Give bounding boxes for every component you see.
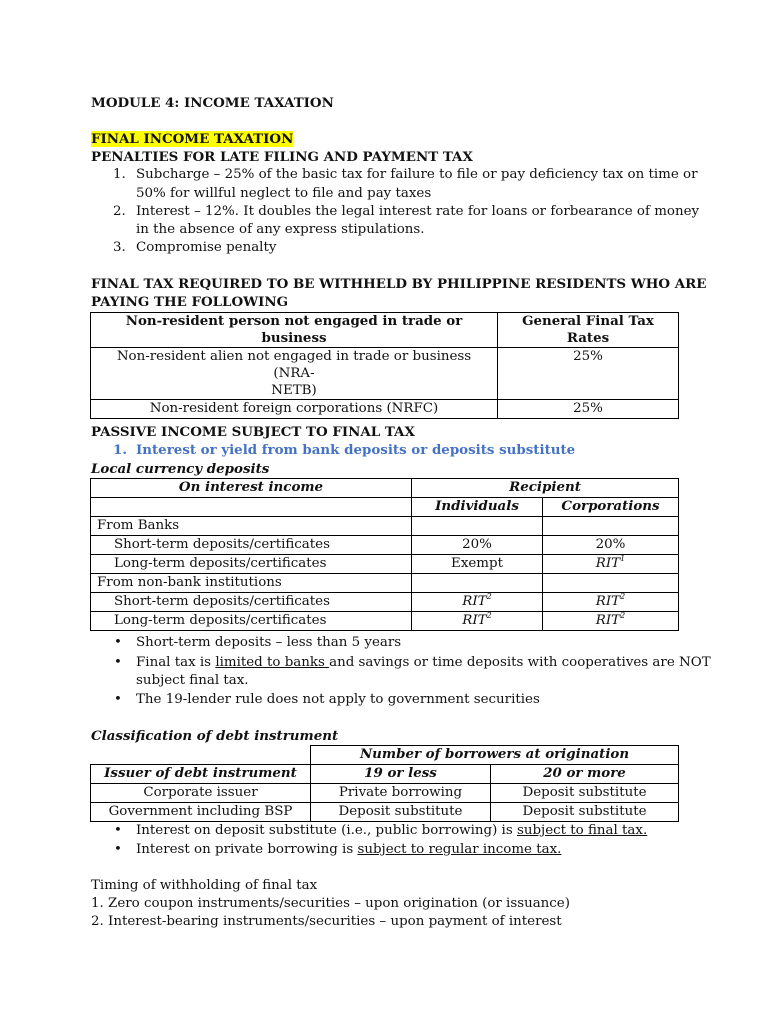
table-row	[91, 593, 679, 612]
table-cell	[91, 746, 311, 765]
bullet-icon: •	[114, 655, 122, 670]
section-title	[91, 130, 293, 148]
table-cell: Deposit substitute	[491, 803, 679, 822]
table-cell	[412, 574, 543, 593]
table-cell: 20%	[543, 536, 679, 555]
bullet-icon: •	[114, 823, 122, 838]
bullet-text: The 19-lender rule does not apply to government securities	[136, 692, 540, 707]
bullet-underlined-text: subject to regular income tax.	[357, 842, 562, 857]
table-cell: Deposit substitute	[491, 784, 679, 803]
timing-line: 1. Zero coupon instruments/securities – upon origination (or issuance)	[91, 896, 570, 911]
bullet-icon: •	[114, 842, 122, 857]
bullet-text: Short-term deposits – less than 5 years	[136, 635, 402, 650]
table-cell: From Banks	[91, 517, 412, 536]
penalty-item-text: Interest – 12%. It doubles the legal interest rate for loans or forbearance of money	[136, 204, 700, 219]
table-header-cell: Number of borrowers at origination	[311, 746, 679, 765]
table-header-cell: 19 or less	[311, 765, 491, 784]
penalty-item-text: 50% for willful neglect to file and pay taxes	[136, 186, 432, 201]
table-row	[91, 400, 679, 419]
table-header-cell: Corporations	[543, 498, 679, 517]
penalty-item-number: 3.	[113, 240, 126, 255]
table-cell	[543, 593, 679, 612]
table-row	[91, 348, 679, 400]
penalties-heading: PENALTIES FOR LATE FILING AND PAYMENT TAX	[91, 149, 473, 165]
table-cell: Non-resident foreign corporations (NRFC)	[91, 400, 498, 419]
table-cell: 20%	[412, 536, 543, 555]
table-header-cell: General Final Tax Rates	[498, 313, 679, 348]
table-header-cell: 20 or more	[491, 765, 679, 784]
bullet-text: subject final tax.	[136, 673, 249, 688]
table-cell	[543, 555, 679, 574]
table-cell	[91, 348, 498, 400]
table-header-row	[91, 479, 679, 498]
rit-text: RIT	[595, 594, 621, 609]
footnote-mark: 2	[620, 592, 626, 601]
timing-line: 2. Interest-bearing instruments/securities – upon payment of interest	[91, 914, 562, 929]
footnote-mark: 2	[486, 611, 492, 620]
final-tax-heading: FINAL TAX REQUIRED TO BE WITHHELD BY PHILIPPINE RESIDENTS WHO ARE	[91, 276, 707, 292]
table-cell: Short-term deposits/certificates	[91, 593, 412, 612]
section-title-text: FINAL INCOME TAXATION	[91, 131, 294, 147]
rit-text: RIT	[595, 613, 621, 628]
penalty-item-text: in the absence of any express stipulations.	[136, 222, 425, 237]
table-row	[91, 612, 679, 631]
bullet-underlined-text: subject to final tax.	[516, 823, 648, 838]
footnote-mark: 1	[620, 554, 626, 563]
local-currency-label: Local currency deposits	[91, 461, 270, 477]
penalty-item-number: 1.	[113, 167, 126, 182]
table-cell	[412, 593, 543, 612]
bullet-text	[136, 654, 711, 672]
rit-text: RIT	[462, 613, 487, 628]
table-cell	[412, 612, 543, 631]
bullet-icon: •	[114, 635, 122, 650]
rit-text: RIT	[595, 556, 621, 571]
interest-income-table	[90, 478, 679, 631]
module-title: MODULE 4: INCOME TAXATION	[91, 95, 334, 111]
final-tax-table	[90, 312, 679, 419]
table-header-cell: On interest income	[91, 479, 412, 498]
table-row	[91, 517, 679, 536]
table-header-cell: Individuals	[412, 498, 543, 517]
debt-instrument-table	[90, 745, 679, 822]
passive-item-text: Interest or yield from bank deposits or deposits substitute	[136, 442, 576, 458]
bullet-text	[136, 822, 647, 840]
table-cell: Exempt	[412, 555, 543, 574]
table-cell: Long-term deposits/certificates	[91, 555, 412, 574]
table-header-cell: Non-resident person not engaged in trade or business	[91, 313, 498, 348]
table-cell: Government including BSP	[91, 803, 311, 822]
table-cell	[412, 517, 543, 536]
table-cell	[543, 612, 679, 631]
table-cell: 25%	[498, 348, 679, 400]
cell-line: Non-resident alien not engaged in trade or business (NRA-	[116, 349, 472, 381]
table-header-row	[91, 746, 679, 765]
bullet-icon: •	[114, 692, 122, 707]
penalty-item-text: Subcharge – 25% of the basic tax for failure to file or pay deficiency tax on time or	[136, 167, 698, 182]
passive-heading: PASSIVE INCOME SUBJECT TO FINAL TAX	[91, 424, 415, 440]
penalty-item-text: Compromise penalty	[136, 240, 277, 255]
table-cell	[91, 498, 412, 517]
table-row	[91, 574, 679, 593]
debt-label: Classification of debt instrument	[91, 728, 339, 744]
table-cell: 25%	[498, 400, 679, 419]
table-cell: Corporate issuer	[91, 784, 311, 803]
table-header-cell: Recipient	[412, 479, 679, 498]
table-cell	[543, 517, 679, 536]
footnote-mark: 2	[620, 611, 626, 620]
bullet-text-part: and savings or time deposits with cooperatives are NOT	[329, 655, 711, 670]
table-header-row	[91, 498, 679, 517]
final-tax-heading-cont: PAYING THE FOLLOWING	[91, 294, 289, 310]
table-row	[91, 784, 679, 803]
rit-text: RIT	[462, 594, 487, 609]
bullet-text-part: Interest on private borrowing is	[136, 842, 358, 857]
table-cell	[543, 574, 679, 593]
table-cell: Private borrowing	[311, 784, 491, 803]
table-row	[91, 555, 679, 574]
cell-line: NETB)	[271, 383, 317, 398]
table-cell: From non-bank institutions	[91, 574, 412, 593]
table-header-row	[91, 313, 679, 348]
footnote-mark: 2	[486, 592, 492, 601]
bullet-text-part: Final tax is	[136, 655, 216, 670]
passive-item-number: 1.	[113, 442, 127, 458]
table-cell: Deposit substitute	[311, 803, 491, 822]
bullet-underlined-text: limited to banks	[215, 655, 330, 670]
table-row	[91, 803, 679, 822]
bullet-text	[136, 841, 561, 859]
table-cell: Long-term deposits/certificates	[91, 612, 412, 631]
table-row	[91, 536, 679, 555]
table-header-row	[91, 765, 679, 784]
penalty-item-number: 2.	[113, 204, 126, 219]
timing-heading: Timing of withholding of final tax	[91, 878, 318, 893]
bullet-text-part: Interest on deposit substitute (i.e., public borrowing) is	[136, 823, 517, 838]
table-header-cell: Issuer of debt instrument	[91, 765, 311, 784]
table-cell: Short-term deposits/certificates	[91, 536, 412, 555]
